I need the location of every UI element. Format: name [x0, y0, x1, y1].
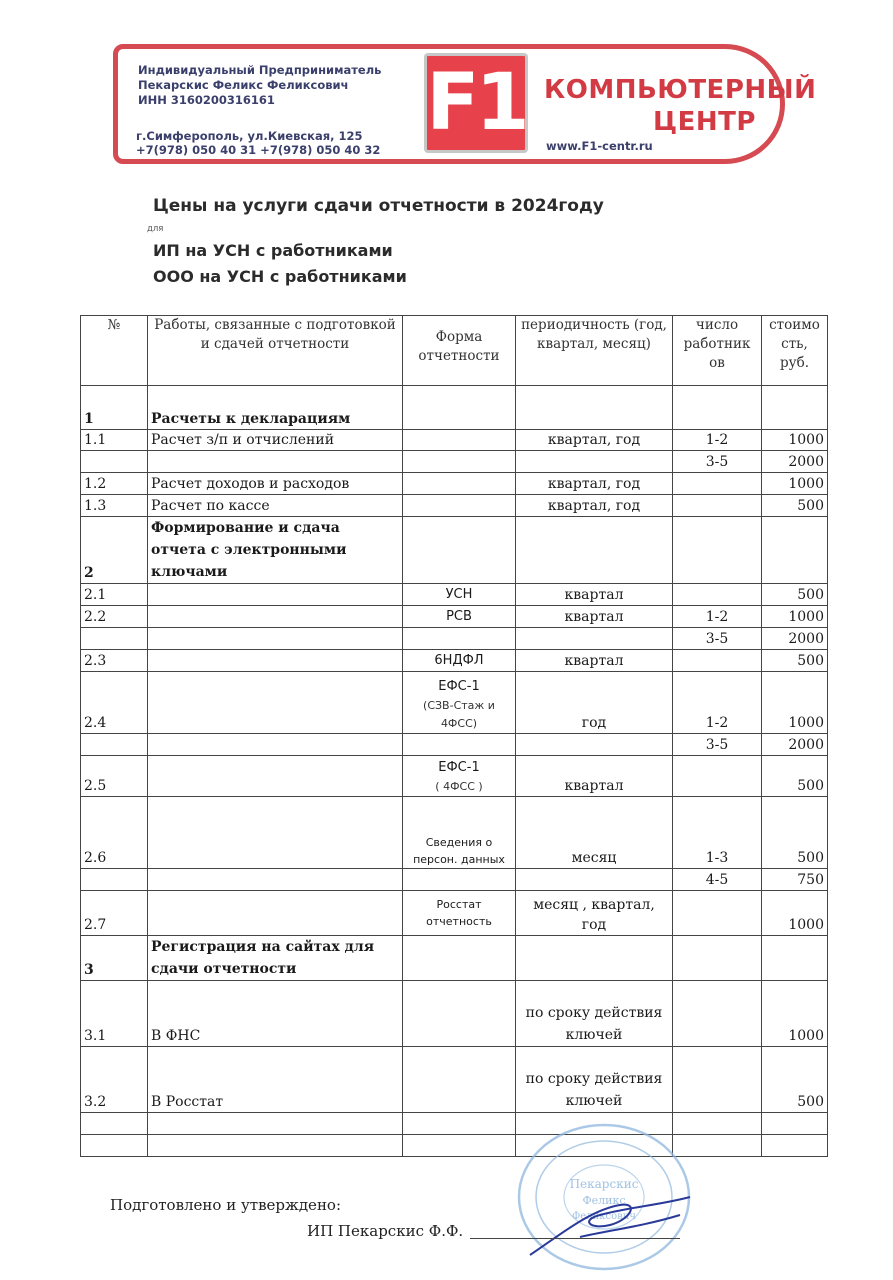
row-form: ЕФС-1 [438, 679, 480, 694]
table-row [81, 451, 828, 473]
row-work: Расчеты к декларациям [148, 386, 403, 430]
table-row [81, 386, 828, 430]
table-row-empty [81, 1135, 828, 1157]
table-row-empty [81, 1113, 828, 1135]
table-row [81, 473, 828, 495]
row-period: по сроку действия ключей [516, 1047, 673, 1113]
row-price: 1000 [762, 606, 828, 628]
signature-line [470, 1238, 680, 1239]
row-employees: 1-2 [673, 430, 762, 451]
row-employees: 1-2 [673, 672, 762, 734]
table-row [81, 734, 828, 756]
row-num: 2.3 [81, 650, 148, 672]
table-row [81, 672, 828, 734]
row-price: 1000 [762, 981, 828, 1047]
row-form: 6НДФЛ [403, 650, 516, 672]
subtitle-ooo: ООО на УСН с работниками [153, 267, 407, 286]
svg-text:Феликсович: Феликсович [571, 1211, 637, 1222]
price-table [80, 315, 828, 1157]
row-num: 2.5 [81, 756, 148, 797]
row-num: 2.7 [81, 891, 148, 936]
table-row [81, 797, 828, 869]
row-period: по сроку действия ключей [516, 981, 673, 1047]
header-period: периодичность (год, квартал, месяц) [516, 316, 673, 386]
row-price: 500 [762, 495, 828, 517]
f1-logo-text: F1 [426, 58, 526, 148]
row-period: месяц [516, 797, 673, 869]
table-row [81, 517, 828, 584]
row-num: 1.3 [81, 495, 148, 517]
f1-logo [424, 53, 528, 153]
brand-line2: ЦЕНТР [653, 107, 756, 137]
row-num: 2.2 [81, 606, 148, 628]
row-form: РСВ [403, 606, 516, 628]
letterhead-line2: Пекарскис Феликс Феликсович [138, 78, 349, 92]
row-employees: 3-5 [673, 451, 762, 473]
row-period: квартал, год [516, 430, 673, 451]
letterhead-contacts [136, 129, 380, 157]
table-row [81, 430, 828, 451]
table-row [81, 650, 828, 672]
row-work: Расчет з/п и отчислений [148, 430, 403, 451]
row-employees: 3-5 [673, 734, 762, 756]
header-employees: число работник ов [673, 316, 762, 386]
row-form: УСН [403, 584, 516, 606]
row-period: квартал, год [516, 495, 673, 517]
letterhead-line1: Индивидуальный Предприниматель [138, 63, 382, 77]
row-work: Расчет доходов и расходов [148, 473, 403, 495]
row-period: квартал [516, 584, 673, 606]
row-employees: 1-2 [673, 606, 762, 628]
row-form: Сведения о персон. данных [403, 797, 516, 869]
table-row [81, 584, 828, 606]
table-row [81, 981, 828, 1047]
row-num: 2.4 [81, 672, 148, 734]
row-form-note: (СЗВ-Стаж и 4ФСС) [423, 699, 495, 730]
signatory-name: ИП Пекарскис Ф.Ф. [307, 1222, 464, 1240]
row-price: 500 [762, 797, 828, 869]
row-num: 3 [81, 936, 148, 981]
table-row [81, 628, 828, 650]
for-label: для [147, 224, 164, 234]
row-price: 500 [762, 584, 828, 606]
row-num: 3.2 [81, 1047, 148, 1113]
letterhead-inn: ИНН 3160200316161 [138, 93, 275, 107]
row-period: квартал, год [516, 473, 673, 495]
table-row [81, 936, 828, 981]
table-header-row [81, 316, 828, 386]
letterhead-phones: +7(978) 050 40 31 +7(978) 050 40 32 [136, 143, 381, 157]
row-period: квартал [516, 650, 673, 672]
row-num: 1.2 [81, 473, 148, 495]
header-work: Работы, связанные с подготовкой и сдачей отчетности [148, 316, 403, 386]
letterhead [113, 44, 817, 164]
row-price: 1000 [762, 891, 828, 936]
row-form: Росстат отчетность [403, 891, 516, 936]
row-price: 750 [762, 869, 828, 891]
row-work: В Росстат [148, 1047, 403, 1113]
table-row [81, 606, 828, 628]
row-employees: 4-5 [673, 869, 762, 891]
row-num: 2.1 [81, 584, 148, 606]
row-price: 500 [762, 1047, 828, 1113]
row-work: Формирование и сдача отчета с электронными ключами [148, 517, 403, 584]
row-price: 500 [762, 756, 828, 797]
row-period: год [516, 672, 673, 734]
row-num: 1.1 [81, 430, 148, 451]
header-num: № [81, 316, 148, 386]
row-work: Расчет по кассе [148, 495, 403, 517]
row-period: квартал [516, 756, 673, 797]
row-form-note: ( 4ФСС ) [435, 780, 483, 793]
table-row [81, 869, 828, 891]
letterhead-owner-block [138, 63, 381, 108]
row-price: 1000 [762, 672, 828, 734]
svg-text:Пекарскис: Пекарскис [569, 1177, 639, 1191]
row-price: 2000 [762, 451, 828, 473]
row-price: 500 [762, 650, 828, 672]
brand-line1: КОМПЬЮТЕРНЫЙ [544, 75, 817, 105]
row-num: 2.6 [81, 797, 148, 869]
row-work: Регистрация на сайтах для сдачи отчетности [148, 936, 403, 981]
table-row [81, 756, 828, 797]
row-price: 1000 [762, 430, 828, 451]
row-num: 1 [81, 386, 148, 430]
row-employees: 1-3 [673, 797, 762, 869]
row-price: 2000 [762, 734, 828, 756]
header-price: стоимо сть, руб. [762, 316, 828, 386]
row-form-cell [403, 756, 516, 797]
handwritten-signature [520, 1175, 710, 1265]
letterhead-address: г.Симферополь, ул.Киевская, 125 [136, 129, 363, 143]
row-num: 2 [81, 517, 148, 584]
prepared-label: Подготовлено и утверждено: [110, 1196, 342, 1214]
row-employees: 3-5 [673, 628, 762, 650]
header-form: Форма отчетности [403, 316, 516, 386]
row-price: 2000 [762, 628, 828, 650]
subtitle-ip: ИП на УСН с работниками [153, 241, 393, 260]
row-work: В ФНС [148, 981, 403, 1047]
row-num: 3.1 [81, 981, 148, 1047]
row-form-cell [403, 672, 516, 734]
row-period: месяц , квартал, год [516, 891, 673, 936]
row-price: 1000 [762, 473, 828, 495]
table-row [81, 891, 828, 936]
svg-text:Феликс: Феликс [582, 1194, 626, 1207]
row-form: ЕФС-1 [438, 760, 480, 775]
table-row [81, 1047, 828, 1113]
page-title: Цены на услуги сдачи отчетности в 2024году [153, 196, 604, 216]
brand-website: www.F1-centr.ru [546, 139, 653, 153]
table-row [81, 495, 828, 517]
row-period: квартал [516, 606, 673, 628]
